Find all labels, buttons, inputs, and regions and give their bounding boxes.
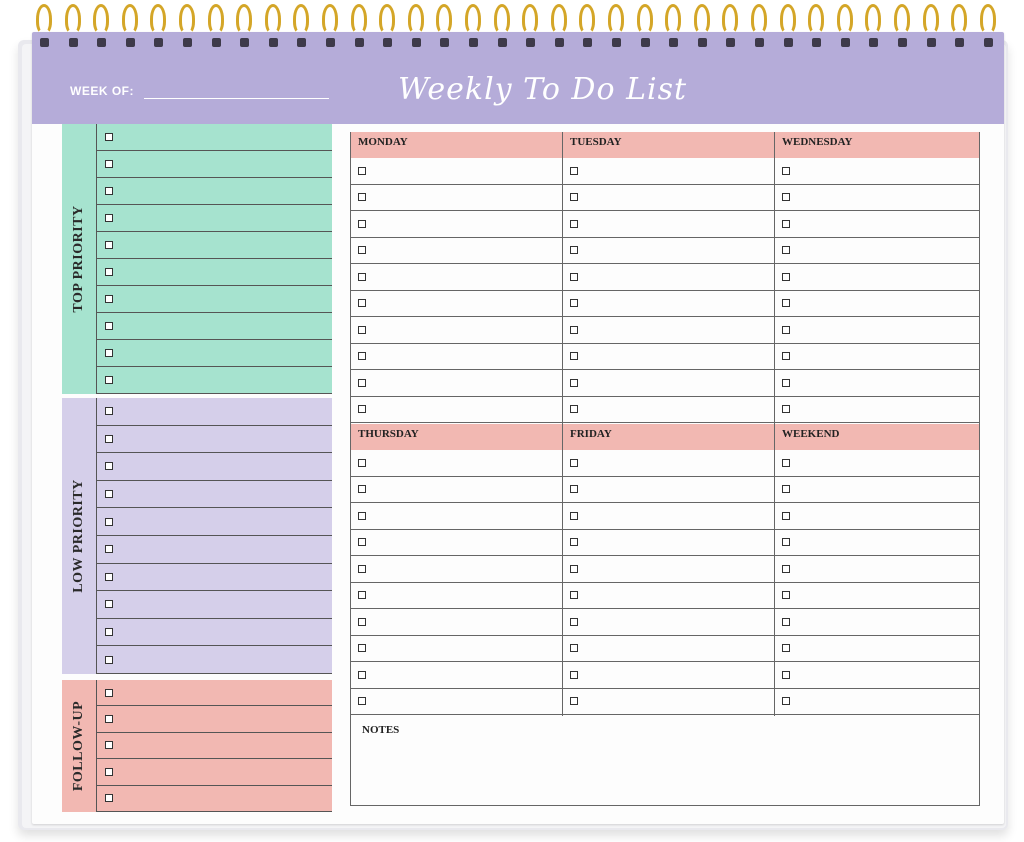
day-task-row[interactable] bbox=[774, 477, 980, 504]
checkbox-icon[interactable] bbox=[105, 376, 113, 384]
binding-hole bbox=[755, 38, 764, 47]
day-task-row[interactable] bbox=[774, 291, 980, 318]
spiral-coil bbox=[894, 4, 910, 34]
spiral-coil bbox=[522, 4, 538, 34]
day-task-row[interactable] bbox=[350, 397, 562, 424]
day-task-row[interactable] bbox=[562, 344, 774, 371]
checkbox-icon[interactable] bbox=[570, 299, 578, 307]
checkbox-icon[interactable] bbox=[105, 573, 113, 581]
tuesday-column bbox=[562, 158, 774, 423]
binding-hole bbox=[726, 38, 735, 47]
spiral-coil bbox=[93, 4, 109, 34]
checkbox-icon[interactable] bbox=[105, 518, 113, 526]
binding-hole bbox=[40, 38, 49, 47]
spiral-coil bbox=[722, 4, 738, 34]
checkbox-icon[interactable] bbox=[782, 273, 790, 281]
follow-up-row[interactable] bbox=[97, 759, 332, 785]
day-task-row[interactable] bbox=[350, 450, 562, 477]
day-task-row[interactable] bbox=[562, 503, 774, 530]
checkbox-icon[interactable] bbox=[358, 326, 366, 334]
follow-up-row[interactable] bbox=[97, 706, 332, 732]
checkbox-icon[interactable] bbox=[358, 379, 366, 387]
top-priority-tab bbox=[62, 124, 96, 394]
checkbox-icon[interactable] bbox=[105, 600, 113, 608]
monday-header: MONDAY bbox=[350, 132, 562, 158]
checkbox-icon[interactable] bbox=[782, 352, 790, 360]
day-task-row[interactable] bbox=[350, 344, 562, 371]
checkbox-icon[interactable] bbox=[105, 322, 113, 330]
low-priority-tab bbox=[62, 398, 96, 674]
low-priority-row[interactable] bbox=[97, 426, 332, 454]
binding-hole bbox=[154, 38, 163, 47]
day-task-row[interactable] bbox=[350, 264, 562, 291]
binding-hole bbox=[984, 38, 993, 47]
top-priority-row[interactable] bbox=[97, 367, 332, 394]
checkbox-icon[interactable] bbox=[105, 133, 113, 141]
day-task-row[interactable] bbox=[350, 556, 562, 583]
checkbox-icon[interactable] bbox=[782, 565, 790, 573]
checkbox-icon[interactable] bbox=[105, 715, 113, 723]
day-task-row[interactable] bbox=[562, 238, 774, 265]
checkbox-icon[interactable] bbox=[105, 741, 113, 749]
low-priority-row[interactable] bbox=[97, 646, 332, 674]
spiral-binding bbox=[36, 0, 1016, 52]
top-priority-row[interactable] bbox=[97, 340, 332, 367]
checkbox-icon[interactable] bbox=[782, 379, 790, 387]
top-priority-row[interactable] bbox=[97, 178, 332, 205]
day-task-row[interactable] bbox=[562, 477, 774, 504]
day-task-row[interactable] bbox=[774, 689, 980, 716]
low-priority-rows bbox=[96, 398, 332, 674]
top-priority-panel bbox=[62, 124, 332, 394]
spiral-coil bbox=[36, 4, 52, 34]
spiral-coil bbox=[579, 4, 595, 34]
grid-right-border bbox=[979, 132, 980, 806]
day-task-row[interactable] bbox=[774, 211, 980, 238]
checkbox-icon[interactable] bbox=[358, 220, 366, 228]
wednesday-column bbox=[774, 158, 980, 423]
top-priority-row[interactable] bbox=[97, 124, 332, 151]
checkbox-icon[interactable] bbox=[782, 697, 790, 705]
top-priority-row[interactable] bbox=[97, 313, 332, 340]
friday-header: FRIDAY bbox=[562, 424, 774, 450]
day-task-row[interactable] bbox=[562, 662, 774, 689]
checkbox-icon[interactable] bbox=[358, 193, 366, 201]
top-priority-label: TOP PRIORITY bbox=[71, 205, 86, 313]
checkbox-icon[interactable] bbox=[570, 246, 578, 254]
day-task-row[interactable] bbox=[562, 530, 774, 557]
spiral-coil bbox=[351, 4, 367, 34]
binding-hole bbox=[955, 38, 964, 47]
day-task-row[interactable] bbox=[562, 185, 774, 212]
spiral-coil bbox=[551, 4, 567, 34]
thursday-header: THURSDAY bbox=[350, 424, 562, 450]
low-priority-row[interactable] bbox=[97, 591, 332, 619]
checkbox-icon[interactable] bbox=[570, 273, 578, 281]
follow-up-row[interactable] bbox=[97, 680, 332, 706]
spiral-coil bbox=[179, 4, 195, 34]
week-of-line[interactable] bbox=[144, 98, 329, 99]
checkbox-icon[interactable] bbox=[358, 538, 366, 546]
low-priority-row[interactable] bbox=[97, 619, 332, 647]
top-priority-row[interactable] bbox=[97, 232, 332, 259]
day-task-row[interactable] bbox=[562, 397, 774, 424]
binding-hole bbox=[97, 38, 106, 47]
binding-hole bbox=[383, 38, 392, 47]
checkbox-icon[interactable] bbox=[105, 435, 113, 443]
notepad-page bbox=[32, 32, 1004, 824]
checkbox-icon[interactable] bbox=[105, 407, 113, 415]
checkbox-icon[interactable] bbox=[570, 379, 578, 387]
top-priority-row[interactable] bbox=[97, 259, 332, 286]
follow-up-tab bbox=[62, 680, 96, 812]
binding-hole bbox=[355, 38, 364, 47]
binding-hole bbox=[326, 38, 335, 47]
weekend-header: WEEKEND bbox=[774, 424, 980, 450]
checkbox-icon[interactable] bbox=[570, 326, 578, 334]
binding-hole bbox=[269, 38, 278, 47]
spiral-coil bbox=[608, 4, 624, 34]
spiral-coil bbox=[865, 4, 881, 34]
checkbox-icon[interactable] bbox=[358, 352, 366, 360]
spiral-coil bbox=[236, 4, 252, 34]
checkbox-icon[interactable] bbox=[358, 671, 366, 679]
checkbox-icon[interactable] bbox=[570, 485, 578, 493]
day-task-row[interactable] bbox=[562, 158, 774, 185]
spiral-coil bbox=[923, 4, 939, 34]
binding-hole bbox=[841, 38, 850, 47]
low-priority-row[interactable] bbox=[97, 398, 332, 426]
day-task-row[interactable] bbox=[562, 583, 774, 610]
spiral-coil bbox=[637, 4, 653, 34]
checkbox-icon[interactable] bbox=[782, 512, 790, 520]
grid-left-border bbox=[350, 132, 351, 806]
spiral-coil bbox=[694, 4, 710, 34]
follow-up-rows bbox=[96, 680, 332, 812]
spiral-coil bbox=[665, 4, 681, 34]
day-task-row[interactable] bbox=[562, 609, 774, 636]
binding-hole bbox=[498, 38, 507, 47]
spiral-coil bbox=[265, 4, 281, 34]
spiral-coil bbox=[751, 4, 767, 34]
checkbox-icon[interactable] bbox=[570, 697, 578, 705]
day-task-row[interactable] bbox=[774, 450, 980, 477]
day-task-row[interactable] bbox=[350, 662, 562, 689]
checkbox-icon[interactable] bbox=[358, 273, 366, 281]
checkbox-icon[interactable] bbox=[782, 485, 790, 493]
checkbox-icon[interactable] bbox=[105, 462, 113, 470]
checkbox-icon[interactable] bbox=[358, 299, 366, 307]
friday-column bbox=[562, 450, 774, 715]
checkbox-icon[interactable] bbox=[782, 459, 790, 467]
binding-hole bbox=[526, 38, 535, 47]
day-task-row[interactable] bbox=[350, 211, 562, 238]
follow-up-row[interactable] bbox=[97, 733, 332, 759]
checkbox-icon[interactable] bbox=[782, 405, 790, 413]
day-task-row[interactable] bbox=[774, 503, 980, 530]
wednesday-header: WEDNESDAY bbox=[774, 132, 980, 158]
checkbox-icon[interactable] bbox=[782, 591, 790, 599]
spiral-coil bbox=[808, 4, 824, 34]
day-task-row[interactable] bbox=[350, 609, 562, 636]
tuesday-header: TUESDAY bbox=[562, 132, 774, 158]
checkbox-icon[interactable] bbox=[358, 167, 366, 175]
day-task-row[interactable] bbox=[350, 238, 562, 265]
checkbox-icon[interactable] bbox=[570, 671, 578, 679]
low-priority-row[interactable] bbox=[97, 564, 332, 592]
binding-hole bbox=[641, 38, 650, 47]
checkbox-icon[interactable] bbox=[358, 565, 366, 573]
day-task-row[interactable] bbox=[562, 556, 774, 583]
checkbox-icon[interactable] bbox=[105, 628, 113, 636]
checkbox-icon[interactable] bbox=[105, 545, 113, 553]
checkbox-icon[interactable] bbox=[570, 591, 578, 599]
monday-column bbox=[350, 158, 562, 423]
top-priority-row[interactable] bbox=[97, 205, 332, 232]
day-task-row[interactable] bbox=[562, 291, 774, 318]
checkbox-icon[interactable] bbox=[570, 352, 578, 360]
checkbox-icon[interactable] bbox=[358, 459, 366, 467]
spiral-coil bbox=[408, 4, 424, 34]
binding-hole bbox=[126, 38, 135, 47]
spiral-coil bbox=[65, 4, 81, 34]
binding-hole bbox=[612, 38, 621, 47]
weekend-column bbox=[774, 450, 980, 715]
checkbox-icon[interactable] bbox=[358, 644, 366, 652]
day-task-row[interactable] bbox=[350, 185, 562, 212]
binding-hole bbox=[927, 38, 936, 47]
checkbox-icon[interactable] bbox=[105, 794, 113, 802]
spiral-coil bbox=[465, 4, 481, 34]
low-priority-panel bbox=[62, 398, 332, 674]
checkbox-icon[interactable] bbox=[782, 538, 790, 546]
day-task-row[interactable] bbox=[350, 636, 562, 663]
checkbox-icon[interactable] bbox=[105, 160, 113, 168]
spiral-coil bbox=[780, 4, 796, 34]
checkbox-icon[interactable] bbox=[358, 618, 366, 626]
checkbox-icon[interactable] bbox=[358, 591, 366, 599]
checkbox-icon[interactable] bbox=[105, 689, 113, 697]
day-task-row[interactable] bbox=[774, 370, 980, 397]
binding-hole bbox=[412, 38, 421, 47]
page-title: Weekly To Do List bbox=[398, 72, 688, 107]
follow-up-row[interactable] bbox=[97, 786, 332, 812]
checkbox-icon[interactable] bbox=[105, 490, 113, 498]
binding-hole bbox=[898, 38, 907, 47]
binding-hole bbox=[297, 38, 306, 47]
binding-hole bbox=[183, 38, 192, 47]
day-task-row[interactable] bbox=[774, 662, 980, 689]
checkbox-icon[interactable] bbox=[782, 246, 790, 254]
low-priority-row[interactable] bbox=[97, 508, 332, 536]
day-task-row[interactable] bbox=[350, 583, 562, 610]
day-task-row[interactable] bbox=[774, 158, 980, 185]
day-task-row[interactable] bbox=[350, 689, 562, 716]
checkbox-icon[interactable] bbox=[570, 167, 578, 175]
binding-hole bbox=[812, 38, 821, 47]
checkbox-icon[interactable] bbox=[105, 241, 113, 249]
spiral-coil bbox=[951, 4, 967, 34]
binding-hole bbox=[869, 38, 878, 47]
day-task-row[interactable] bbox=[562, 317, 774, 344]
checkbox-icon[interactable] bbox=[358, 246, 366, 254]
checkbox-icon[interactable] bbox=[105, 187, 113, 195]
week-of-label: WEEK OF: bbox=[70, 84, 134, 98]
spiral-coil bbox=[322, 4, 338, 34]
checkbox-icon[interactable] bbox=[358, 512, 366, 520]
checkbox-icon[interactable] bbox=[105, 349, 113, 357]
checkbox-icon[interactable] bbox=[105, 214, 113, 222]
day-task-row[interactable] bbox=[774, 344, 980, 371]
day-task-row[interactable] bbox=[774, 609, 980, 636]
low-priority-row[interactable] bbox=[97, 481, 332, 509]
grid-divider-1 bbox=[562, 132, 563, 716]
checkbox-icon[interactable] bbox=[105, 268, 113, 276]
spiral-coil bbox=[837, 4, 853, 34]
checkbox-icon[interactable] bbox=[570, 512, 578, 520]
top-priority-row[interactable] bbox=[97, 151, 332, 178]
day-task-row[interactable] bbox=[562, 689, 774, 716]
binding-hole bbox=[555, 38, 564, 47]
binding-hole bbox=[669, 38, 678, 47]
checkbox-icon[interactable] bbox=[570, 644, 578, 652]
spiral-coil bbox=[379, 4, 395, 34]
checkbox-icon[interactable] bbox=[358, 405, 366, 413]
day-task-row[interactable] bbox=[774, 264, 980, 291]
spiral-coil bbox=[494, 4, 510, 34]
spiral-coil bbox=[293, 4, 309, 34]
day-task-row[interactable] bbox=[350, 370, 562, 397]
binding-hole bbox=[240, 38, 249, 47]
checkbox-icon[interactable] bbox=[782, 299, 790, 307]
checkbox-icon[interactable] bbox=[105, 295, 113, 303]
low-priority-row[interactable] bbox=[97, 536, 332, 564]
top-priority-rows bbox=[96, 124, 332, 394]
day-task-row[interactable] bbox=[774, 556, 980, 583]
binding-hole bbox=[212, 38, 221, 47]
checkbox-icon[interactable] bbox=[570, 565, 578, 573]
day-task-row[interactable] bbox=[350, 317, 562, 344]
checkbox-icon[interactable] bbox=[570, 618, 578, 626]
checkbox-icon[interactable] bbox=[782, 167, 790, 175]
spiral-coil bbox=[436, 4, 452, 34]
checkbox-icon[interactable] bbox=[570, 193, 578, 201]
day-task-row[interactable] bbox=[774, 530, 980, 557]
day-task-row[interactable] bbox=[350, 477, 562, 504]
checkbox-icon[interactable] bbox=[570, 220, 578, 228]
notes-area[interactable] bbox=[351, 738, 979, 804]
day-task-row[interactable] bbox=[774, 317, 980, 344]
checkbox-icon[interactable] bbox=[570, 538, 578, 546]
follow-up-panel bbox=[62, 680, 332, 812]
binding-hole bbox=[583, 38, 592, 47]
day-task-row[interactable] bbox=[562, 264, 774, 291]
binding-hole bbox=[440, 38, 449, 47]
grid-divider-2 bbox=[774, 132, 775, 716]
checkbox-icon[interactable] bbox=[782, 220, 790, 228]
day-task-row[interactable] bbox=[774, 583, 980, 610]
spiral-coil bbox=[208, 4, 224, 34]
day-task-row[interactable] bbox=[774, 636, 980, 663]
day-task-row[interactable] bbox=[774, 185, 980, 212]
checkbox-icon[interactable] bbox=[782, 326, 790, 334]
notes-label: NOTES bbox=[362, 724, 400, 736]
day-task-row[interactable] bbox=[774, 238, 980, 265]
checkbox-icon[interactable] bbox=[358, 697, 366, 705]
day-task-row[interactable] bbox=[350, 291, 562, 318]
binding-hole bbox=[69, 38, 78, 47]
binding-hole bbox=[698, 38, 707, 47]
checkbox-icon[interactable] bbox=[105, 656, 113, 664]
binding-hole bbox=[784, 38, 793, 47]
low-priority-row[interactable] bbox=[97, 453, 332, 481]
spiral-coil bbox=[150, 4, 166, 34]
day-task-row[interactable] bbox=[774, 397, 980, 424]
checkbox-icon[interactable] bbox=[782, 644, 790, 652]
checkbox-icon[interactable] bbox=[782, 193, 790, 201]
follow-up-label: FOLLOW-UP bbox=[71, 700, 86, 792]
spiral-coil bbox=[122, 4, 138, 34]
day-task-row[interactable] bbox=[562, 370, 774, 397]
checkbox-icon[interactable] bbox=[782, 671, 790, 679]
binding-hole bbox=[469, 38, 478, 47]
day-task-row[interactable] bbox=[350, 158, 562, 185]
day-task-row[interactable] bbox=[562, 211, 774, 238]
thursday-column bbox=[350, 450, 562, 715]
checkbox-icon[interactable] bbox=[570, 459, 578, 467]
checkbox-icon[interactable] bbox=[358, 485, 366, 493]
low-priority-label: LOW PRIORITY bbox=[71, 479, 86, 593]
day-task-row[interactable] bbox=[350, 530, 562, 557]
day-task-row[interactable] bbox=[350, 503, 562, 530]
day-task-row[interactable] bbox=[562, 636, 774, 663]
day-task-row[interactable] bbox=[562, 450, 774, 477]
checkbox-icon[interactable] bbox=[782, 618, 790, 626]
top-priority-row[interactable] bbox=[97, 286, 332, 313]
grid-bottom-border bbox=[350, 805, 980, 806]
checkbox-icon[interactable] bbox=[105, 768, 113, 776]
checkbox-icon[interactable] bbox=[570, 405, 578, 413]
spiral-coil bbox=[980, 4, 996, 34]
